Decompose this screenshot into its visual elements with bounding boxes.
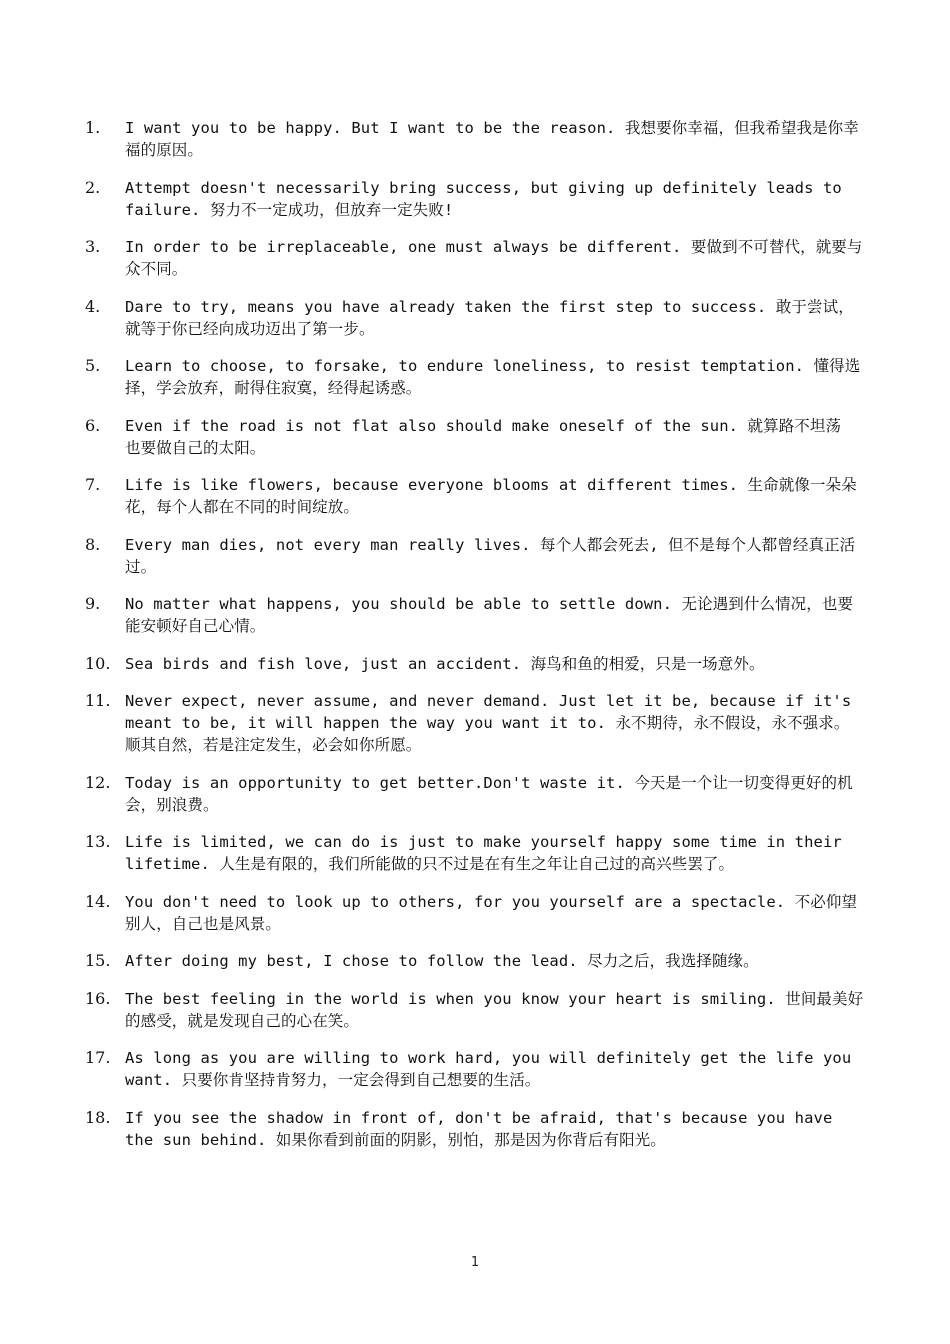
quote-number: 8.: [85, 534, 101, 554]
quote-number: 3.: [85, 237, 101, 256]
quote-number: 10.: [85, 653, 111, 673]
page-number: 1: [470, 1255, 480, 1270]
quote-item: [85, 593, 865, 637]
quote-text: No matter what happens, you should be able to settle down. 无论遇到什么情况，也要能安顿好自己心情。: [125, 595, 854, 635]
quote-number: 7.: [85, 475, 101, 494]
quote-item: [85, 653, 865, 675]
quote-number: 12.: [85, 772, 111, 792]
quote-item: [85, 690, 865, 756]
quote-item: [85, 355, 865, 399]
quote-number: 1.: [85, 118, 101, 137]
quote-number: 13.: [85, 832, 111, 851]
quote-text: If you see the shadow in front of, don't be afraid, that's because you have the sun behind. 如果你看到前面的阴影，别怕，那是因为你背后有阳光。: [125, 1108, 833, 1149]
quote-text: The best feeling in the world is when you know your heart is smiling. 世间最美好的感受，就是发现自己的心在笑。: [125, 989, 864, 1030]
quote-item: [85, 415, 865, 459]
quote-text: You don't need to look up to others, for you yourself are a spectacle. 不必仰望别人，自己也是风景。: [125, 892, 858, 933]
quote-text: Sea birds and fish love, just an accident. 海鸟和鱼的相爱，只是一场意外。: [125, 654, 765, 673]
quote-number: 16.: [85, 988, 111, 1008]
quote-item: [85, 772, 865, 816]
quote-number: 11.: [85, 691, 111, 710]
quote-item: [85, 1047, 865, 1091]
quote-number: 15.: [85, 951, 111, 970]
quote-text: Even if the road is not flat also should make oneself of the sun. 就算路不坦荡 也要做自己的太阳。: [125, 416, 842, 457]
quote-list: [85, 117, 865, 1166]
quote-text: Never expect, never assume, and never demand. Just let it be, because if it's meant to be, it will happen the way you want it to. 永不期待，永不假设，永不强求。顺其自然，若是注定发生，必会如你所愿。: [125, 692, 852, 754]
quote-number: 6.: [85, 415, 101, 435]
quote-item: [85, 831, 865, 875]
quote-text: Dare to try, means you have already taken the first step to success. 敢于尝试，就等于你已经向成功迈出了第一步。: [125, 297, 854, 338]
quote-number: 9.: [85, 594, 101, 613]
quote-number: 5.: [85, 356, 101, 375]
quote-text: Life is like flowers, because everyone blooms at different times. 生命就像一朵朵花，每个人都在不同的时间绽放。: [125, 476, 857, 516]
quote-item: [85, 891, 865, 935]
quote-text: Learn to choose, to forsake, to endure loneliness, to resist temptation. 懂得选择，学会放弃，耐得住寂寞，经得起诱惑。: [125, 357, 861, 397]
quote-number: 4.: [85, 296, 101, 316]
quote-number: 14.: [85, 891, 111, 911]
quote-item: [85, 534, 865, 578]
quote-item: [85, 1107, 865, 1151]
quote-text: As long as you are willing to work hard, you will definitely get the life you want. 只要你肯坚持肯努力，一定会得到自己想要的生活。: [125, 1049, 852, 1089]
quote-number: 18.: [85, 1107, 111, 1127]
quote-text: After doing my best, I chose to follow the lead. 尽力之后，我选择随缘。: [125, 952, 759, 970]
quote-text: In order to be irreplaceable, one must always be different. 要做到不可替代，就要与众不同。: [125, 238, 863, 278]
quote-item: [85, 474, 865, 518]
quote-number: 17.: [85, 1048, 111, 1067]
quote-item: [85, 177, 865, 221]
quote-text: Today is an opportunity to get better.Don't waste it. 今天是一个让一切变得更好的机会，别浪费。: [125, 773, 853, 814]
quote-text: Attempt doesn't necessarily bring success, but giving up definitely leads to failure. 努力不一定成功，但放弃一定失败!: [125, 178, 842, 219]
quote-text: Life is limited, we can do is just to make yourself happy some time in their lifetime. 人生是有限的，我们所能做的只不过是在有生之年让自己过的高兴些罢了。: [125, 833, 842, 873]
quote-item: [85, 950, 865, 972]
quote-item: [85, 117, 865, 161]
quote-number: 2.: [85, 177, 101, 197]
quote-item: [85, 296, 865, 340]
quote-item: [85, 988, 865, 1032]
quote-item: [85, 236, 865, 280]
quote-text: I want you to be happy. But I want to be the reason. 我想要你幸福，但我希望我是你幸福的原因。: [125, 119, 859, 159]
quote-text: Every man dies, not every man really lives. 每个人都会死去, 但不是每个人都曾经真正活过。: [125, 535, 856, 576]
